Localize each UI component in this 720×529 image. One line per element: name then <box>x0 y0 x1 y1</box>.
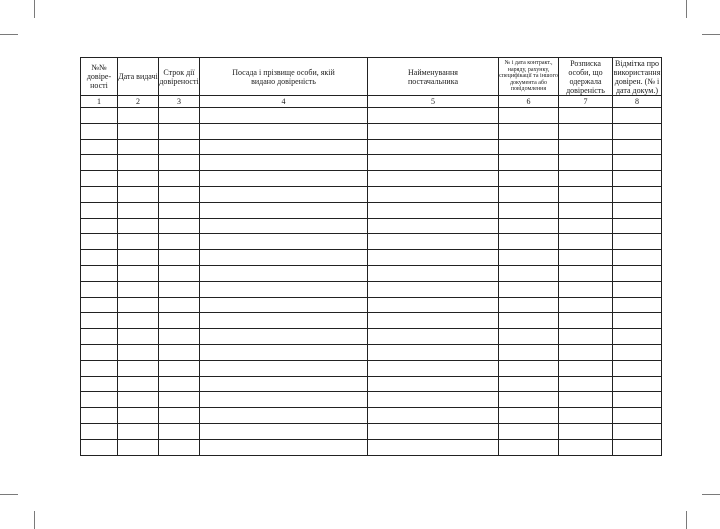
table-cell[interactable] <box>159 265 200 281</box>
table-cell[interactable] <box>159 108 200 124</box>
table-row <box>81 392 662 408</box>
table-cell[interactable] <box>499 171 559 187</box>
table-cell[interactable] <box>499 155 559 171</box>
table-cell[interactable] <box>368 329 499 345</box>
col-number: 7 <box>559 96 613 108</box>
crop-mark <box>34 0 35 18</box>
table-cell[interactable] <box>613 408 662 424</box>
table-cell[interactable] <box>118 139 159 155</box>
col-number: 6 <box>499 96 559 108</box>
table-row <box>81 155 662 171</box>
col-header-number: №№ довіре-ності <box>81 58 118 96</box>
table-cell[interactable] <box>159 297 200 313</box>
table-cell[interactable] <box>559 139 613 155</box>
table-cell[interactable] <box>499 123 559 139</box>
table-cell[interactable] <box>613 265 662 281</box>
table-cell[interactable] <box>200 139 368 155</box>
col-number: 2 <box>118 96 159 108</box>
table-cell[interactable] <box>499 313 559 329</box>
table-cell[interactable] <box>613 439 662 455</box>
table-cell[interactable] <box>159 155 200 171</box>
table-cell[interactable] <box>499 376 559 392</box>
col-number: 8 <box>613 96 662 108</box>
table-cell[interactable] <box>200 218 368 234</box>
table-cell[interactable] <box>559 376 613 392</box>
table-cell[interactable] <box>499 250 559 266</box>
table-cell[interactable] <box>499 202 559 218</box>
table-cell[interactable] <box>368 234 499 250</box>
table-cell[interactable] <box>200 297 368 313</box>
col-header-person: Посада і прізвище особи, якій видано довіреність <box>200 58 368 96</box>
table-cell[interactable] <box>81 360 118 376</box>
table-cell[interactable] <box>200 423 368 439</box>
table-cell[interactable] <box>81 202 118 218</box>
table-cell[interactable] <box>118 297 159 313</box>
table-cell[interactable] <box>559 171 613 187</box>
table-row <box>81 313 662 329</box>
table-cell[interactable] <box>159 408 200 424</box>
table-cell[interactable] <box>81 155 118 171</box>
col-number: 3 <box>159 96 200 108</box>
table-cell[interactable] <box>499 139 559 155</box>
table-cell[interactable] <box>159 439 200 455</box>
table-cell[interactable] <box>368 297 499 313</box>
table-cell[interactable] <box>559 108 613 124</box>
table-cell[interactable] <box>613 281 662 297</box>
table-cell[interactable] <box>613 139 662 155</box>
table-cell[interactable] <box>200 439 368 455</box>
table-cell[interactable] <box>368 423 499 439</box>
col-header-issue-date: Дата видачі <box>118 58 159 96</box>
table-cell[interactable] <box>559 297 613 313</box>
table-cell[interactable] <box>200 108 368 124</box>
table-cell[interactable] <box>81 265 118 281</box>
table-cell[interactable] <box>118 392 159 408</box>
table-cell[interactable] <box>118 281 159 297</box>
table-cell[interactable] <box>200 344 368 360</box>
table-cell[interactable] <box>368 439 499 455</box>
table-cell[interactable] <box>613 392 662 408</box>
table-cell[interactable] <box>499 218 559 234</box>
table-cell[interactable] <box>368 202 499 218</box>
col-header-receipt: Розписка особи, що одержала довіреність <box>559 58 613 96</box>
table-cell[interactable] <box>81 123 118 139</box>
table-cell[interactable] <box>499 423 559 439</box>
table-cell[interactable] <box>200 265 368 281</box>
table-cell[interactable] <box>368 218 499 234</box>
table-cell[interactable] <box>200 376 368 392</box>
table-cell[interactable] <box>499 297 559 313</box>
table-row <box>81 265 662 281</box>
table-cell[interactable] <box>118 171 159 187</box>
table-cell[interactable] <box>81 250 118 266</box>
table-cell[interactable] <box>118 423 159 439</box>
table-cell[interactable] <box>499 392 559 408</box>
table-row <box>81 360 662 376</box>
power-of-attorney-register-table <box>80 57 662 456</box>
table-cell[interactable] <box>159 234 200 250</box>
table-cell[interactable] <box>499 281 559 297</box>
table-cell[interactable] <box>559 265 613 281</box>
table-cell[interactable] <box>613 250 662 266</box>
table-cell[interactable] <box>159 344 200 360</box>
table-cell[interactable] <box>81 423 118 439</box>
table-cell[interactable] <box>200 250 368 266</box>
table-cell[interactable] <box>159 250 200 266</box>
table-cell[interactable] <box>499 344 559 360</box>
table-cell[interactable] <box>368 281 499 297</box>
table-cell[interactable] <box>499 186 559 202</box>
table-cell[interactable] <box>118 218 159 234</box>
table-row <box>81 423 662 439</box>
table-cell[interactable] <box>559 344 613 360</box>
table-cell[interactable] <box>368 392 499 408</box>
table-cell[interactable] <box>559 123 613 139</box>
crop-mark <box>702 494 720 495</box>
table-cell[interactable] <box>368 265 499 281</box>
register-body <box>81 108 662 456</box>
table-row <box>81 329 662 345</box>
table-cell[interactable] <box>118 344 159 360</box>
table-cell[interactable] <box>499 439 559 455</box>
table-cell[interactable] <box>613 186 662 202</box>
table-cell[interactable] <box>200 392 368 408</box>
table-cell[interactable] <box>613 108 662 124</box>
table-cell[interactable] <box>559 408 613 424</box>
table-row <box>81 439 662 455</box>
table-cell[interactable] <box>200 186 368 202</box>
table-cell[interactable] <box>81 234 118 250</box>
crop-mark <box>702 34 720 35</box>
table-cell[interactable] <box>118 265 159 281</box>
col-number: 4 <box>200 96 368 108</box>
table-cell[interactable] <box>613 171 662 187</box>
table-cell[interactable] <box>81 218 118 234</box>
table-cell[interactable] <box>200 360 368 376</box>
table-cell[interactable] <box>118 186 159 202</box>
table-cell[interactable] <box>559 202 613 218</box>
table-cell[interactable] <box>118 408 159 424</box>
table-cell[interactable] <box>559 329 613 345</box>
table-cell[interactable] <box>81 313 118 329</box>
table-cell[interactable] <box>613 329 662 345</box>
table-cell[interactable] <box>159 123 200 139</box>
table-cell[interactable] <box>368 139 499 155</box>
table-cell[interactable] <box>81 171 118 187</box>
table-cell[interactable] <box>81 392 118 408</box>
table-cell[interactable] <box>118 439 159 455</box>
table-cell[interactable] <box>200 171 368 187</box>
header-row <box>81 58 662 96</box>
table-row <box>81 108 662 124</box>
table-cell[interactable] <box>368 171 499 187</box>
table-cell[interactable] <box>159 218 200 234</box>
table-row <box>81 408 662 424</box>
table-cell[interactable] <box>159 171 200 187</box>
table-cell[interactable] <box>159 360 200 376</box>
table-cell[interactable] <box>159 281 200 297</box>
table-row <box>81 297 662 313</box>
table-row <box>81 376 662 392</box>
table-cell[interactable] <box>613 423 662 439</box>
table-cell[interactable] <box>499 108 559 124</box>
table-cell[interactable] <box>118 108 159 124</box>
table-cell[interactable] <box>559 360 613 376</box>
table-cell[interactable] <box>81 186 118 202</box>
table-cell[interactable] <box>368 123 499 139</box>
table-cell[interactable] <box>559 281 613 297</box>
column-number-row <box>81 96 662 108</box>
table-cell[interactable] <box>368 360 499 376</box>
table-cell[interactable] <box>368 186 499 202</box>
crop-mark <box>34 511 35 529</box>
table-cell[interactable] <box>118 313 159 329</box>
table-cell[interactable] <box>559 392 613 408</box>
table-cell[interactable] <box>159 423 200 439</box>
table-cell[interactable] <box>118 234 159 250</box>
col-number: 1 <box>81 96 118 108</box>
crop-mark <box>686 511 687 529</box>
table-cell[interactable] <box>613 297 662 313</box>
table-cell[interactable] <box>159 186 200 202</box>
table-cell[interactable] <box>159 313 200 329</box>
table-cell[interactable] <box>613 123 662 139</box>
table-row <box>81 202 662 218</box>
table-cell[interactable] <box>368 250 499 266</box>
table-cell[interactable] <box>200 408 368 424</box>
table-cell[interactable] <box>159 202 200 218</box>
table-cell[interactable] <box>368 344 499 360</box>
col-header-validity: Строк дії довіреності <box>159 58 200 96</box>
table-cell[interactable] <box>368 108 499 124</box>
table-cell[interactable] <box>81 408 118 424</box>
table-cell[interactable] <box>118 250 159 266</box>
col-header-supplier: Найменування постачальника <box>368 58 499 96</box>
table-cell[interactable] <box>81 439 118 455</box>
table-cell[interactable] <box>499 234 559 250</box>
table-row <box>81 344 662 360</box>
table-cell[interactable] <box>81 108 118 124</box>
table-cell[interactable] <box>499 408 559 424</box>
table-row <box>81 218 662 234</box>
table-cell[interactable] <box>613 344 662 360</box>
table-cell[interactable] <box>118 376 159 392</box>
table-cell[interactable] <box>200 202 368 218</box>
table-cell[interactable] <box>118 329 159 345</box>
table-cell[interactable] <box>118 202 159 218</box>
table-row <box>81 171 662 187</box>
table-cell[interactable] <box>368 313 499 329</box>
table-cell[interactable] <box>81 139 118 155</box>
table-row <box>81 250 662 266</box>
table-cell[interactable] <box>613 313 662 329</box>
table-row <box>81 281 662 297</box>
col-header-contract: № і дата контракт., наряду, рахунку, специфікації та іншого документа або повідомлення <box>499 58 559 96</box>
table-cell[interactable] <box>81 344 118 360</box>
table-cell[interactable] <box>499 360 559 376</box>
table-cell[interactable] <box>559 234 613 250</box>
table-cell[interactable] <box>613 202 662 218</box>
table-cell[interactable] <box>559 313 613 329</box>
table-cell[interactable] <box>81 376 118 392</box>
table-row <box>81 139 662 155</box>
table-cell[interactable] <box>613 155 662 171</box>
table-cell[interactable] <box>559 186 613 202</box>
table-row <box>81 186 662 202</box>
table-cell[interactable] <box>159 376 200 392</box>
table-cell[interactable] <box>368 376 499 392</box>
table-cell[interactable] <box>118 360 159 376</box>
table-row <box>81 123 662 139</box>
table-cell[interactable] <box>613 234 662 250</box>
table-cell[interactable] <box>200 123 368 139</box>
table-cell[interactable] <box>200 313 368 329</box>
table-cell[interactable] <box>200 329 368 345</box>
col-number: 5 <box>368 96 499 108</box>
table-cell[interactable] <box>499 329 559 345</box>
table-cell[interactable] <box>200 281 368 297</box>
table-cell[interactable] <box>613 360 662 376</box>
table-cell[interactable] <box>81 281 118 297</box>
table-cell[interactable] <box>118 123 159 139</box>
table-cell[interactable] <box>613 218 662 234</box>
table-cell[interactable] <box>368 408 499 424</box>
table-cell[interactable] <box>200 155 368 171</box>
table-cell[interactable] <box>559 218 613 234</box>
table-cell[interactable] <box>159 139 200 155</box>
table-cell[interactable] <box>159 392 200 408</box>
table-cell[interactable] <box>559 250 613 266</box>
table-cell[interactable] <box>559 155 613 171</box>
table-cell[interactable] <box>559 439 613 455</box>
table-cell[interactable] <box>499 265 559 281</box>
table-row <box>81 234 662 250</box>
table-cell[interactable] <box>200 234 368 250</box>
table-cell[interactable] <box>613 376 662 392</box>
table-cell[interactable] <box>81 329 118 345</box>
crop-mark <box>686 0 687 18</box>
col-header-usage-note: Відмітка про використання довірен. (№ і дата докум.) <box>613 58 661 95</box>
table-cell[interactable] <box>559 423 613 439</box>
table-cell[interactable] <box>159 329 200 345</box>
crop-mark <box>0 34 18 35</box>
table-cell[interactable] <box>118 155 159 171</box>
crop-mark <box>0 494 18 495</box>
table-cell[interactable] <box>81 297 118 313</box>
table-cell[interactable] <box>368 155 499 171</box>
